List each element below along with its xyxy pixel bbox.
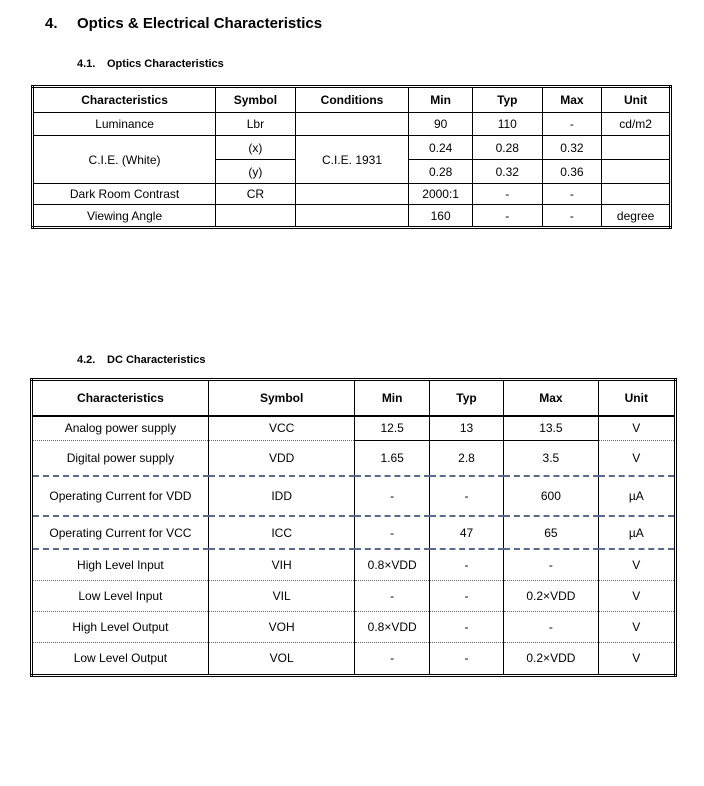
table-cell: -	[355, 580, 429, 611]
optics-number: 4.1.	[77, 58, 96, 70]
table-cell	[602, 184, 671, 205]
table-cell: V	[598, 416, 675, 440]
table-header-row	[33, 87, 671, 113]
table-cell: -	[355, 476, 429, 516]
table-cell: VIH	[208, 549, 355, 580]
table-cell: 0.24	[409, 136, 473, 160]
table-cell: 65	[504, 516, 598, 549]
table-cell: µA	[598, 516, 675, 549]
table-row	[32, 549, 676, 580]
table-cell	[295, 184, 409, 205]
table-cell: 0.2×VDD	[504, 580, 598, 611]
table-row	[33, 136, 671, 160]
table-cell: 13	[429, 416, 503, 440]
dc-title: DC Characteristics	[107, 354, 206, 366]
table-cell: VOL	[208, 642, 355, 675]
table-cell: 13.5	[504, 416, 598, 440]
section-title: Optics & Electrical Characteristics	[77, 15, 323, 32]
table-cell: Lbr	[216, 113, 296, 136]
table-header-row	[32, 380, 676, 417]
table-cell: 0.32	[473, 160, 543, 184]
table-cell: -	[355, 516, 429, 549]
optics-table	[31, 85, 672, 229]
table-cell: IDD	[208, 476, 355, 516]
table-cell: Operating Current for VDD	[32, 476, 209, 516]
table-cell: Digital power supply	[32, 440, 209, 476]
table-cell: V	[598, 642, 675, 675]
table-cell: High Level Input	[32, 549, 209, 580]
dc-table	[30, 378, 677, 677]
table-cell: 600	[504, 476, 598, 516]
table-cell	[295, 113, 409, 136]
section-number: 4.	[45, 15, 58, 32]
table-cell: Low Level Output	[32, 642, 209, 675]
table-cell: V	[598, 549, 675, 580]
table-row	[33, 184, 671, 205]
table-cell: -	[473, 205, 543, 228]
table-cell: High Level Output	[32, 611, 209, 642]
table-cell: Operating Current for VCC	[32, 516, 209, 549]
table-row	[32, 476, 676, 516]
column-header: Unit	[602, 87, 671, 113]
table-cell: cd/m2	[602, 113, 671, 136]
table-cell: -	[473, 184, 543, 205]
table-cell: C.I.E. (White)	[33, 136, 216, 184]
table-cell: 0.8×VDD	[355, 549, 429, 580]
column-header: Min	[409, 87, 473, 113]
table-cell: 3.5	[504, 440, 598, 476]
table-cell: -	[542, 113, 602, 136]
table-cell: 90	[409, 113, 473, 136]
table-cell: 0.36	[542, 160, 602, 184]
column-header: Max	[542, 87, 602, 113]
table-cell: Analog power supply	[32, 416, 209, 440]
column-header: Typ	[473, 87, 543, 113]
table-cell: -	[504, 549, 598, 580]
dc-heading	[77, 354, 205, 366]
table-row	[33, 205, 671, 228]
table-cell: CR	[216, 184, 296, 205]
table-cell: VCC	[208, 416, 355, 440]
table-cell: 110	[473, 113, 543, 136]
table-cell: C.I.E. 1931	[295, 136, 409, 184]
table-cell: -	[429, 611, 503, 642]
table-row	[32, 611, 676, 642]
table-cell: Luminance	[33, 113, 216, 136]
table-cell: 0.32	[542, 136, 602, 160]
table-cell: (y)	[216, 160, 296, 184]
table-cell	[216, 205, 296, 228]
table-cell: (x)	[216, 136, 296, 160]
table-cell: 2000:1	[409, 184, 473, 205]
table-cell: -	[429, 549, 503, 580]
table-cell: Low Level Input	[32, 580, 209, 611]
table-cell: V	[598, 611, 675, 642]
table-cell: 0.28	[409, 160, 473, 184]
table-cell: -	[429, 642, 503, 675]
table-cell: 0.8×VDD	[355, 611, 429, 642]
table-cell: µA	[598, 476, 675, 516]
table-cell: ICC	[208, 516, 355, 549]
table-row	[32, 642, 676, 675]
column-header: Max	[504, 380, 598, 417]
table-cell: degree	[602, 205, 671, 228]
table-cell: 0.28	[473, 136, 543, 160]
section-heading	[45, 15, 322, 32]
column-header: Characteristics	[32, 380, 209, 417]
table-row	[32, 516, 676, 549]
table-row	[33, 113, 671, 136]
table-cell: 0.2×VDD	[504, 642, 598, 675]
dc-number: 4.2.	[77, 354, 96, 366]
table-cell: VIL	[208, 580, 355, 611]
table-cell	[602, 160, 671, 184]
column-header: Unit	[598, 380, 675, 417]
table-cell: 1.65	[355, 440, 429, 476]
table-cell: -	[542, 184, 602, 205]
column-header: Min	[355, 380, 429, 417]
optics-heading	[77, 58, 224, 70]
column-header: Conditions	[295, 87, 409, 113]
optics-title: Optics Characteristics	[107, 58, 224, 70]
table-row	[32, 416, 676, 440]
table-cell: 47	[429, 516, 503, 549]
table-cell: -	[429, 476, 503, 516]
table-cell: -	[355, 642, 429, 675]
table-cell	[602, 136, 671, 160]
table-cell: -	[542, 205, 602, 228]
table-cell: Dark Room Contrast	[33, 184, 216, 205]
table-cell: -	[504, 611, 598, 642]
table-cell: 160	[409, 205, 473, 228]
table-cell: -	[429, 580, 503, 611]
column-header: Symbol	[208, 380, 355, 417]
table-row	[32, 440, 676, 476]
table-cell: 2.8	[429, 440, 503, 476]
table-cell	[295, 205, 409, 228]
table-cell: VOH	[208, 611, 355, 642]
table-cell: V	[598, 580, 675, 611]
column-header: Characteristics	[33, 87, 216, 113]
column-header: Typ	[429, 380, 503, 417]
table-row	[32, 580, 676, 611]
column-header: Symbol	[216, 87, 296, 113]
table-cell: 12.5	[355, 416, 429, 440]
table-cell: V	[598, 440, 675, 476]
table-cell: VDD	[208, 440, 355, 476]
table-cell: Viewing Angle	[33, 205, 216, 228]
